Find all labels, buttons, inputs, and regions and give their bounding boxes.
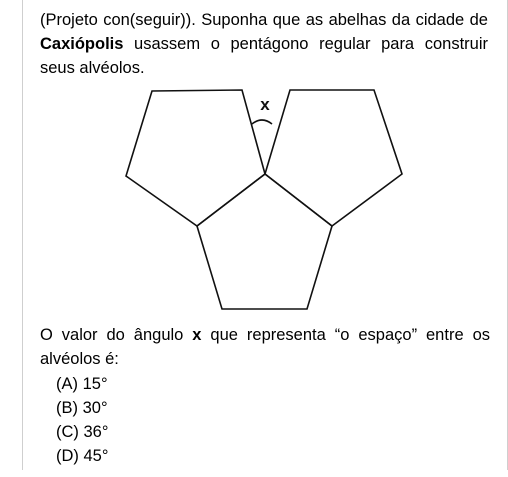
answer-options xyxy=(56,372,108,468)
option-b-value: 30° xyxy=(82,399,108,417)
intro-text-start: (Projeto con(seguir)). Suponha que as abelhas da cidade de xyxy=(40,11,488,29)
option-d-value: 45° xyxy=(83,447,109,465)
option-c[interactable] xyxy=(56,420,108,444)
option-c-label: (C) xyxy=(56,423,79,441)
city-name: Caxiópolis xyxy=(40,35,124,53)
option-c-value: 36° xyxy=(83,423,109,441)
option-b[interactable] xyxy=(56,396,108,420)
intro-text-end: usassem o pentágono regular para construir seus alvéolos. xyxy=(40,35,488,77)
option-d-label: (D) xyxy=(56,447,79,465)
angle-label: x xyxy=(260,95,270,114)
question-text-end: que representa “o espaço” entre os alvéolos é: xyxy=(40,326,490,368)
angle-variable: x xyxy=(192,326,202,344)
option-b-label: (B) xyxy=(56,399,78,417)
angle-arc xyxy=(252,120,272,124)
option-a-value: 15° xyxy=(82,375,108,393)
question-text-start: O valor do ângulo xyxy=(40,326,193,344)
option-a-label: (A) xyxy=(56,375,78,393)
option-a[interactable] xyxy=(56,372,108,396)
question-text xyxy=(40,323,490,371)
left-pentagon xyxy=(126,90,265,226)
right-pentagon xyxy=(265,90,402,226)
bottom-pentagon xyxy=(197,174,332,309)
option-d[interactable] xyxy=(56,444,108,468)
